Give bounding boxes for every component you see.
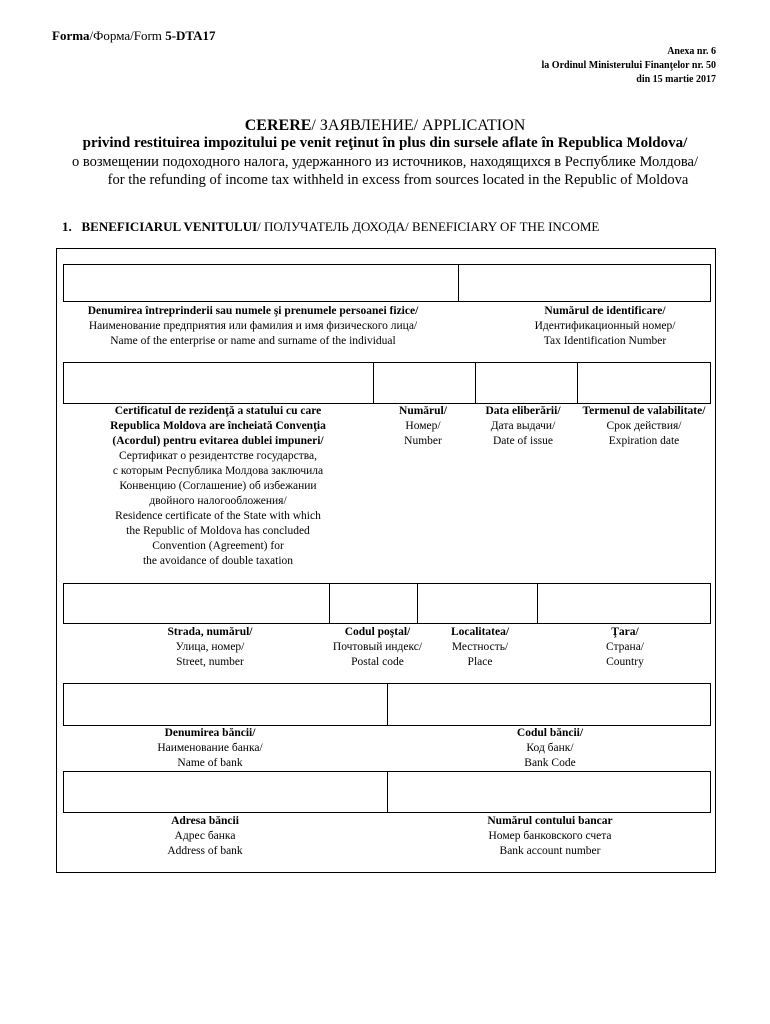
document-title xyxy=(0,117,770,135)
bank-code-label: Codul băncii/ Код банк/ Bank Code xyxy=(516,727,584,769)
beneficiary-name-label: Denumirea întreprinderii sau numele şi prenumele persoanei fizice/ Наименование предприятия или фамилия и имя физического лица/ Name of the enterprise or name and surname of the individual xyxy=(87,305,419,347)
issue-date-field[interactable] xyxy=(475,362,578,404)
beneficiary-name-field[interactable] xyxy=(63,264,459,302)
place-label: Localitatea/ Местность/ Place xyxy=(450,626,510,668)
residence-certificate-label: Certificatul de rezidenţă a statului cu care Republica Moldova are încheiată Convenţia (Acordul) pentru evitarea dublei impuneri/ Сертификат о резидентстве государства, с которым Республика Молдова заключила Конвенцию (Соглашение) об избежании двойного налогообложения/ Residence certificate of the State with which the Republic of Moldova has concluded Convention (Agreement) for the avoidance of double taxation xyxy=(110,405,326,567)
tax-id-field[interactable] xyxy=(458,264,711,302)
place-field[interactable] xyxy=(417,583,538,624)
title-english: for the refunding of income tax withheld in excess from sources located in the Republic of Moldova xyxy=(107,172,689,188)
section-number: 1. xyxy=(62,219,72,234)
expiration-date-label: Termenul de valabilitate/ Срок действия/ Expiration date xyxy=(582,405,706,447)
country-field[interactable] xyxy=(537,583,711,624)
form-code xyxy=(52,28,216,44)
title-romanian: privind restituirea impozitului pe venit reţinut în plus din sursele aflate în Republica Moldova/ xyxy=(82,135,688,151)
bank-address-label: Adresa băncii Адрес банка Address of bank xyxy=(167,815,243,857)
section-1-heading xyxy=(62,219,599,235)
annex-line-2: la Ordinul Ministerului Finanţelor nr. 50 xyxy=(541,60,716,71)
title-translations: / ЗАЯВЛЕНИЕ/ APPLICATION xyxy=(311,117,526,134)
section-title-bold: BENEFICIARUL VENITULUI xyxy=(81,219,258,234)
form-languages: /Форма/Form xyxy=(89,28,166,43)
expiration-date-field[interactable] xyxy=(577,362,711,404)
bank-code-field[interactable] xyxy=(387,683,711,726)
country-label: Ţara/ Страна/ Country xyxy=(606,626,644,668)
bank-address-field[interactable] xyxy=(63,771,388,813)
title-russian: о возмещении подоходного налога, удержанного из источников, находящихся в Республике Молдова/ xyxy=(71,154,699,170)
street-label: Strada, numărul/ Улица, номер/ Street, number xyxy=(167,626,253,668)
postal-code-field[interactable] xyxy=(329,583,418,624)
postal-code-label: Codul poştal/ Почтовый индекс/ Postal code xyxy=(332,626,423,668)
bank-account-label: Numărul contului bancar Номер банковского счета Bank account number xyxy=(487,815,613,857)
form-prefix: Forma xyxy=(52,28,90,43)
bank-account-field[interactable] xyxy=(387,771,711,813)
annex-line-1: Anexa nr. 6 xyxy=(667,46,716,57)
street-field[interactable] xyxy=(63,583,330,624)
certificate-number-label: Numărul/ Номер/ Number xyxy=(399,405,447,447)
certificate-number-field[interactable] xyxy=(373,362,476,404)
bank-name-label: Denumirea băncii/ Наименование банка/ Name of bank xyxy=(157,727,263,769)
form-number: 5-DTA17 xyxy=(165,28,216,43)
bank-name-field[interactable] xyxy=(63,683,388,726)
section-title-rest: / ПОЛУЧАТЕЛЬ ДОХОДА/ BENEFICIARY OF THE INCOME xyxy=(257,219,600,234)
residence-certificate-field[interactable] xyxy=(63,362,374,404)
title-bold: CERERE xyxy=(244,117,312,134)
annex-line-3: din 15 martie 2017 xyxy=(636,74,716,85)
issue-date-label: Data eliberării/ Дата выдачи/ Date of issue xyxy=(485,405,561,447)
tax-id-label: Numărul de identificare/ Идентификационный номер/ Tax Identification Number xyxy=(534,305,676,347)
